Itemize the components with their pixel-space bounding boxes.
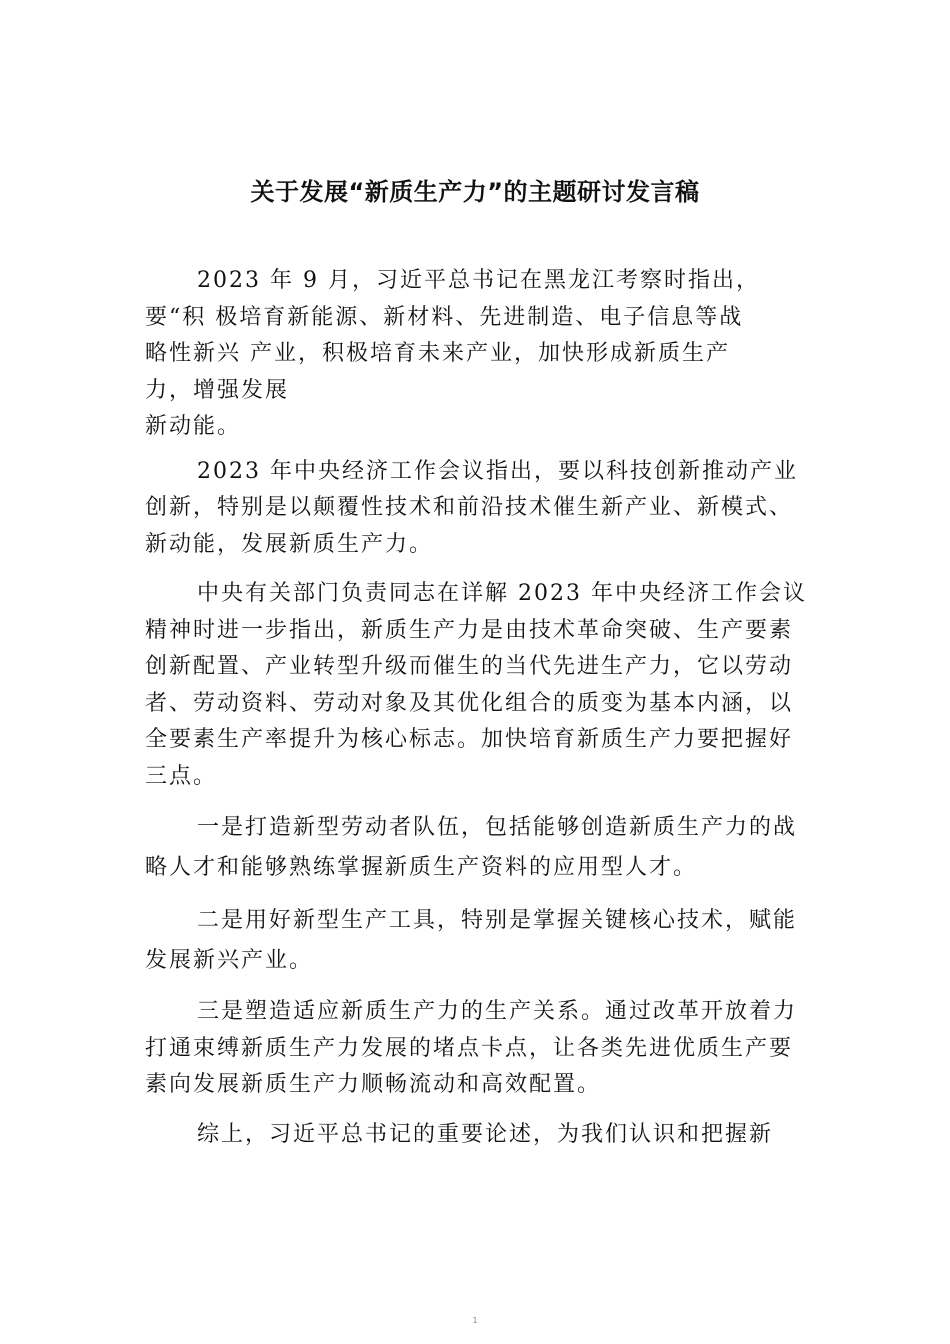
paragraph-1-line-4: 力，增强发展 [145,377,290,403]
paragraph-6: 三是塑造适应新质生产力的生产关系。通过改革开放着力打通束缚新质生产力发展的堵点卡点，让各类先进优质生产要素向发展新质生产力顺畅流动和高效配置。 [145,999,798,1097]
paragraph-4: 一是打造新型劳动者队伍，包括能够创造新质生产力的战略人才和能够熟练掌握新质生产资料的应用型人才。 [145,815,798,880]
paragraph-1 [145,263,810,446]
paragraph-1-line-5: 新动能。 [145,414,242,439]
paragraph-7: 综上，习近平总书记的重要论述，为我们认识和把握新 [197,1121,774,1147]
document-title: 关于发展“新质生产力”的主题研讨发言稿 [250,178,700,206]
paragraph-1-line-2: 要“积 极培育新能源、新材料、先进制造、电子信息等战 [145,304,744,330]
page-number: 1 [472,1316,478,1325]
paragraph-2: 2023 年中央经济工作会议指出，要以科技创新推动产业创新，特别是以颠覆性技术和前沿技术催生新产业、新模式、新动能，发展新质生产力。 [145,458,798,557]
paragraph-1-line-3: 略性新兴 产业，积极培育未来产业，加快形成新质生产 [145,341,730,366]
document-body [145,263,810,1166]
paragraph-5: 二是用好新型生产工具，特别是掌握关键核心技术，赋能发展新兴产业。 [145,908,798,973]
paragraph-3: 中央有关部门负责同志在详解 2023 年中央经济工作会议精神时进一步指出，新质生产力是由技术革命突破、生产要素创新配置、产业转型升级而催生的当代先进生产力，它以劳动者、劳动资料、劳动对象及其优化组合的质变为基本内涵，以全要素生产率提升为核心标志。加快培育新质生产力要把握好三点。 [145,581,807,789]
paragraph-1-line-1: 2023 年 9 月，习近平总书记在黑龙江考察时指出， [197,268,760,293]
